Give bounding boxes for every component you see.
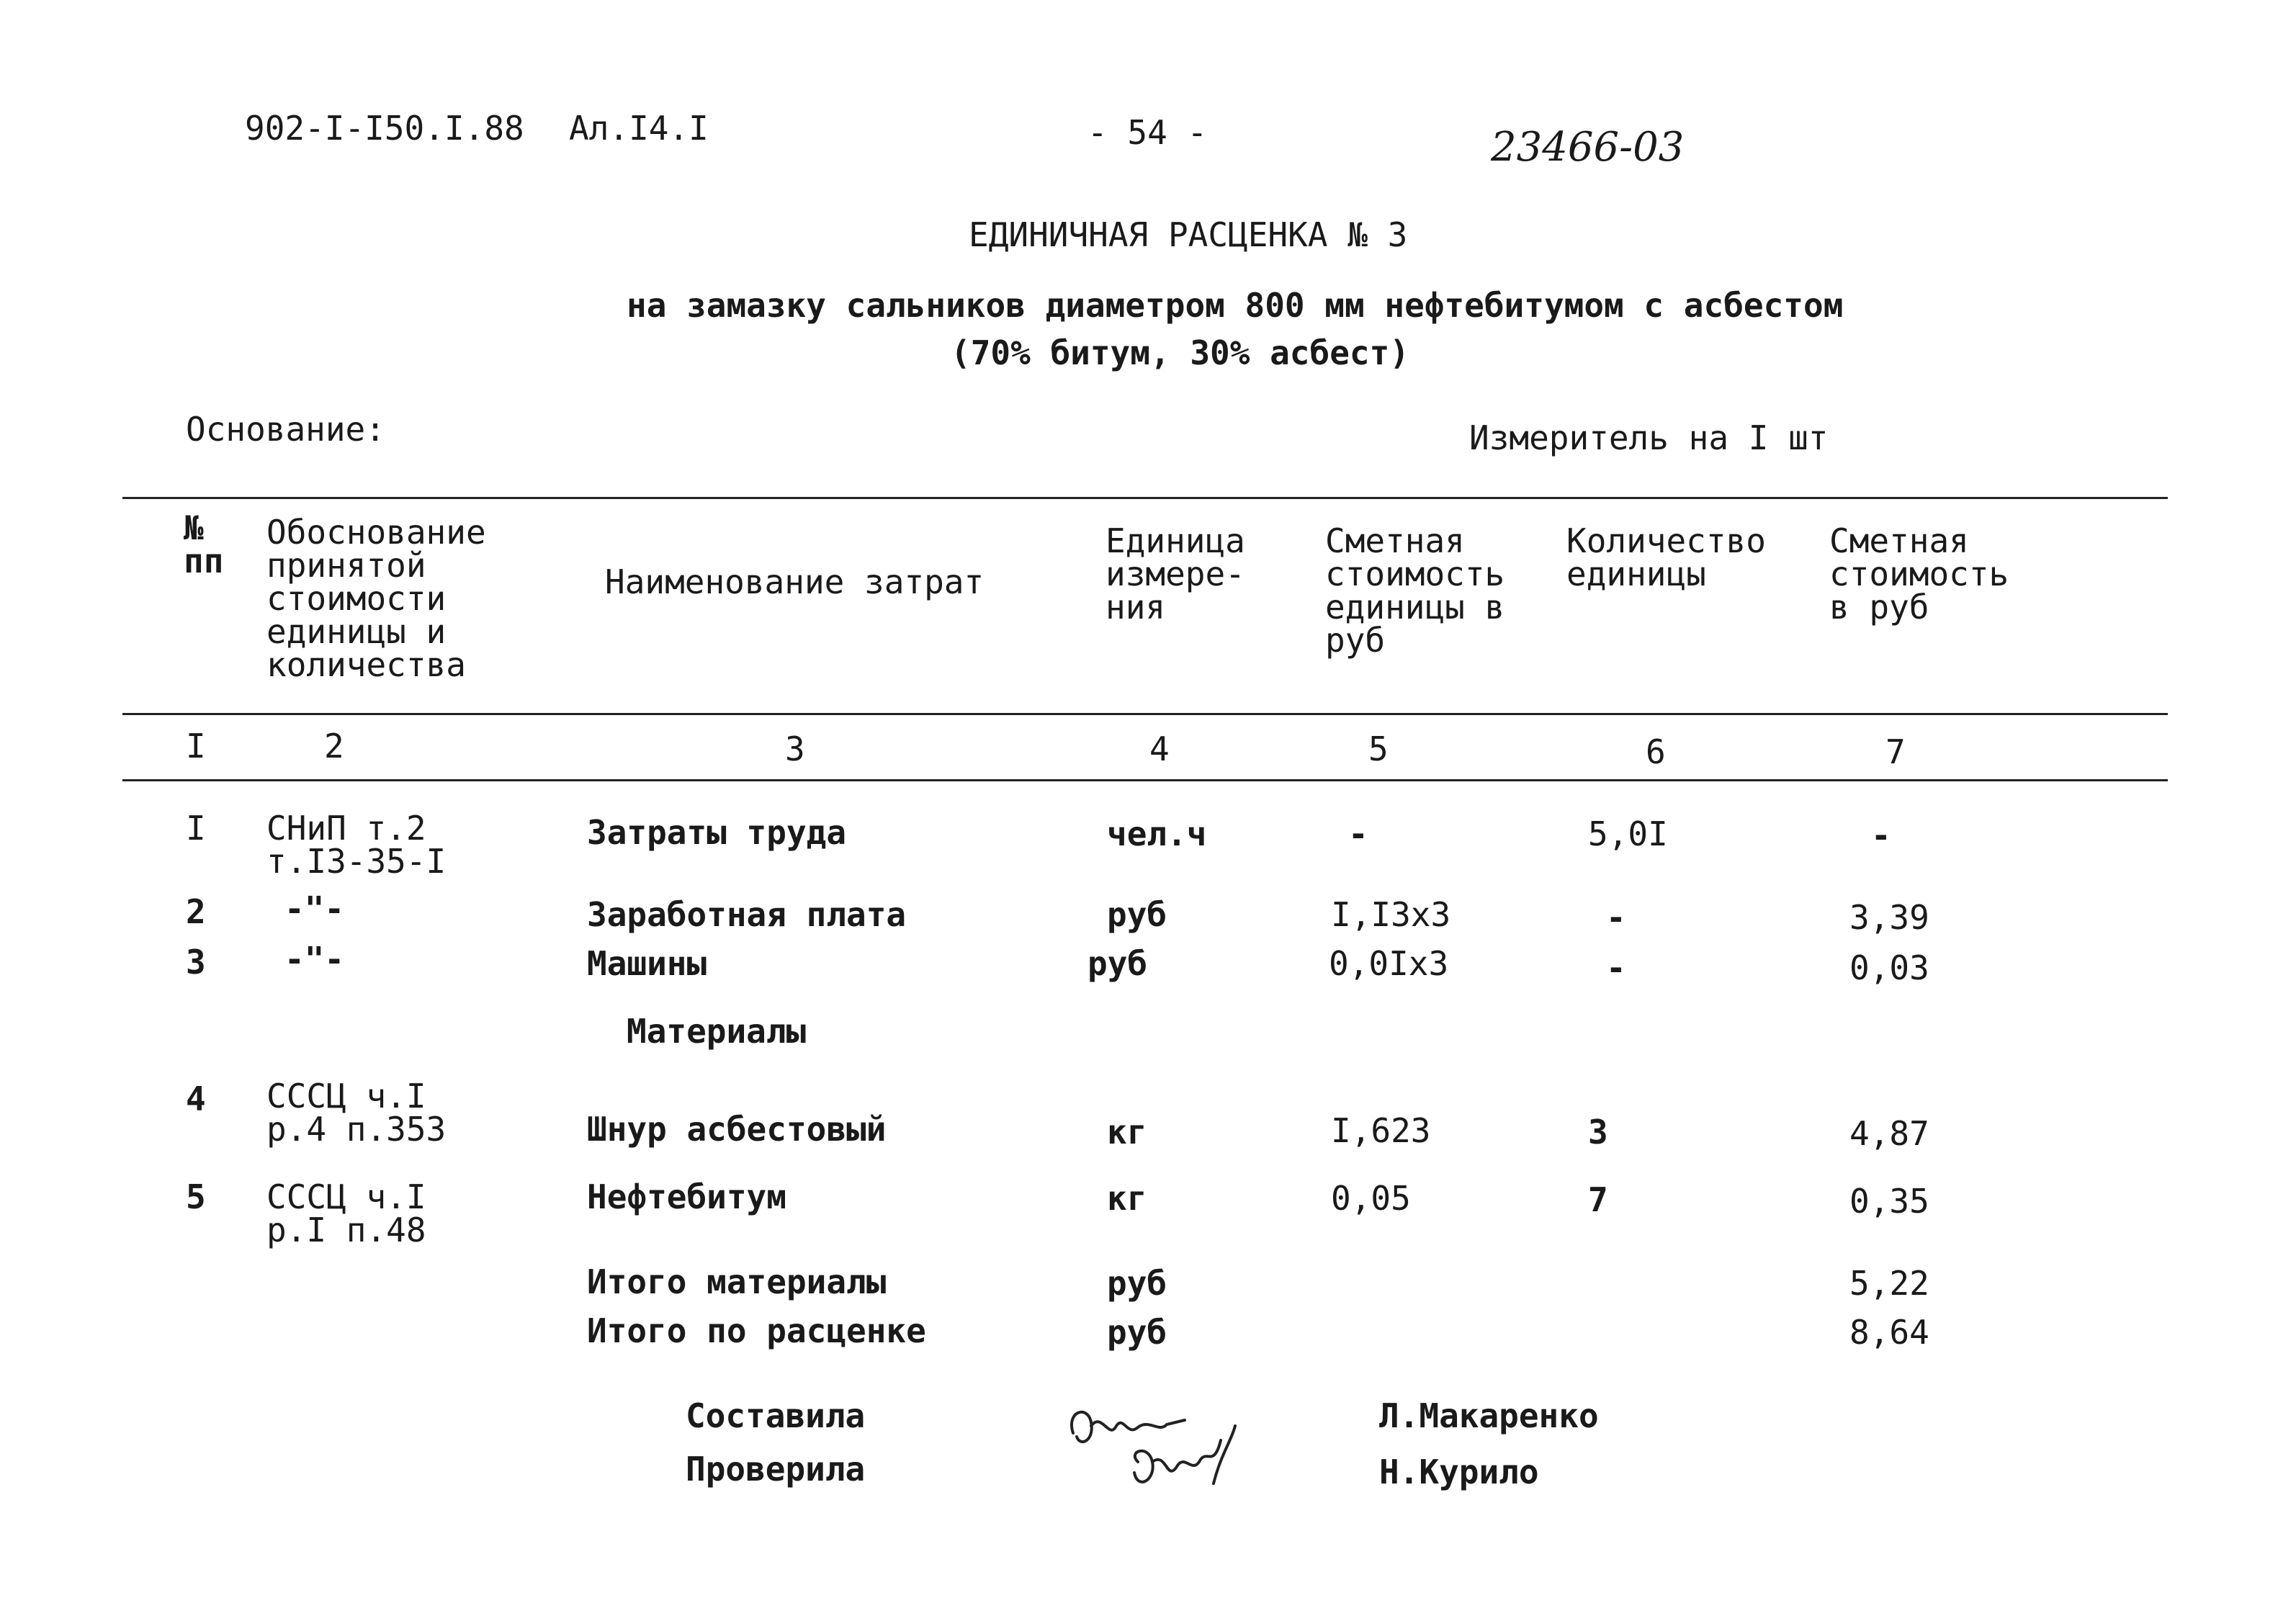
colnum-6: 6 [1646,732,1666,771]
row3-cost: 0,03 [1849,948,1929,987]
page-title: ЕДИНИЧНАЯ РАСЦЕНКА № 3 [969,215,1408,254]
colnum-4: 4 [1149,730,1170,768]
header-unit: Единица измере- ния [1106,521,1245,627]
row5-name: Нефтебитум [587,1177,786,1216]
row4-quantity: 3 [1588,1113,1608,1152]
row3-name: Машины [587,944,707,983]
row4-basis-line2: р.4 п.353 [266,1110,447,1149]
total-materials-cost: 5,22 [1849,1264,1929,1303]
row5-basis: СССЦ ч.I [266,1177,426,1216]
row1-quantity: 5,0I [1588,814,1668,853]
row4-cost: 4,87 [1849,1114,1929,1153]
row4-number: 4 [186,1079,206,1118]
total-rate-cost: 8,64 [1849,1313,1929,1352]
sheet-number: Ал.I4.I [569,109,709,148]
stamp-number: 23466-03 [1491,124,1685,171]
signature-scribble [1059,1383,1275,1527]
header-basis: Обоснование принятой стоимости единицы и количества [266,513,486,684]
colnum-7: 7 [1885,732,1906,771]
header-quantity: Количество единицы [1566,521,1766,593]
row3-basis: -"- [284,940,345,979]
header-unit-cost: Сметная стоимость единицы в руб [1325,521,1505,660]
materials-subheading: Материалы [627,1012,807,1051]
row3-number: 3 [186,943,206,982]
title-subtitle-line2: (70% битум, 30% асбест) [951,333,1409,372]
row1-name: Затраты труда [587,813,847,852]
header-number: № пп [184,508,224,580]
row5-quantity: 7 [1588,1180,1608,1219]
row3-unit: руб [1088,944,1148,983]
table-colnum-rule [122,779,2168,781]
row2-number: 2 [186,892,206,931]
row5-price: 0,05 [1331,1179,1411,1218]
table-top-rule [122,497,2168,499]
row2-cost: 3,39 [1849,898,1929,937]
row1-unit: чел.ч [1107,814,1207,853]
row1-number: I [186,809,206,848]
basis-label: Основание: [186,410,385,449]
row5-unit: кг [1107,1179,1147,1218]
row2-price: I,I3x3 [1331,895,1451,934]
colnum-2: 2 [324,727,344,766]
title-subtitle-line1: на замазку сальников диаметром 800 мм нефтебитумом с асбестом [627,286,1844,325]
checked-by-label: Проверила [686,1450,866,1489]
row5-number: 5 [186,1177,206,1216]
row4-price: I,623 [1331,1111,1431,1150]
row1-basis: СНиП т.2 [266,809,426,848]
row2-basis: -"- [284,889,345,928]
row3-quantity: - [1606,948,1626,987]
row4-unit: кг [1107,1113,1147,1152]
total-materials-unit: руб [1107,1264,1167,1303]
table-header-rule [122,713,2168,715]
colnum-1: I [186,727,206,766]
colnum-3: 3 [785,730,805,768]
compiled-by-name: Л.Макаренко [1379,1396,1599,1435]
row5-cost: 0,35 [1849,1182,1929,1221]
row2-quantity: - [1606,898,1626,937]
row3-price: 0,0Ix3 [1329,944,1449,983]
row4-basis: СССЦ ч.I [266,1077,426,1116]
checked-by-name: Н.Курило [1379,1453,1539,1491]
row1-cost: - [1871,816,1891,855]
page-number: - 54 - [1088,113,1208,152]
row5-basis-line2: р.I п.48 [266,1211,426,1249]
total-materials-label: Итого материалы [587,1262,887,1301]
header-total-cost: Сметная стоимость в руб [1829,521,2009,627]
total-rate-label: Итого по расценке [587,1311,926,1350]
total-rate-unit: руб [1107,1313,1167,1352]
compiled-by-label: Составила [686,1396,866,1435]
colnum-5: 5 [1368,730,1389,768]
document-code: 902-I-I50.I.88 [245,109,524,148]
row1-basis-line2: т.I3-35-I [266,842,447,881]
row4-name: Шнур асбестовый [587,1110,887,1149]
row2-name: Заработная плата [587,895,907,934]
measure-label: Измеритель на I шт [1469,418,1829,457]
header-cost-name: Наименование затрат [605,562,985,601]
row2-unit: руб [1107,895,1167,934]
row1-price: - [1348,814,1368,853]
